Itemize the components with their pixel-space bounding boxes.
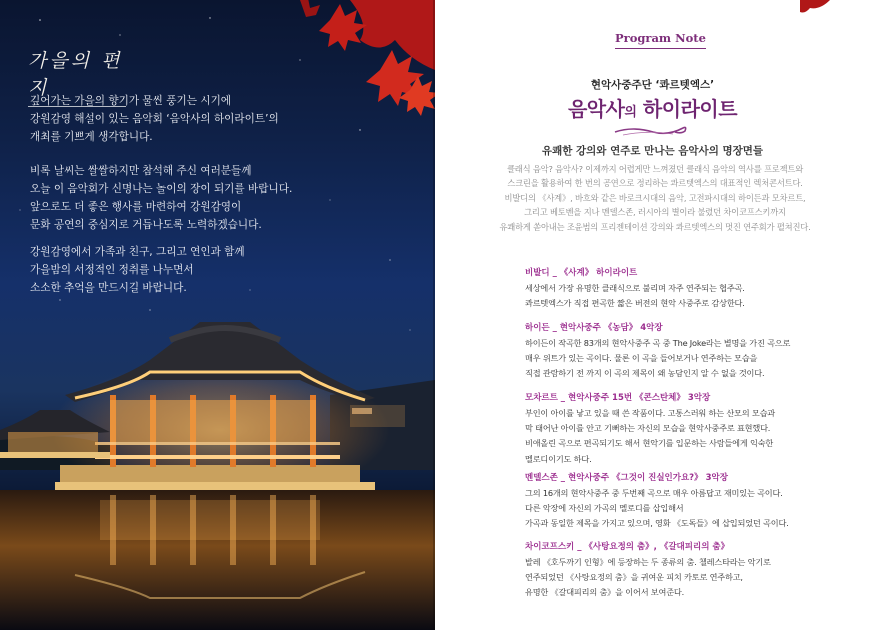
program-piece: [525, 391, 845, 467]
ensemble-name: 현악사중주단 ‘콰르텟엑스’: [590, 79, 715, 91]
letter-title: 가을의 편지: [28, 46, 126, 107]
program-piece: [525, 540, 845, 601]
concert-title: [435, 93, 870, 122]
piece-description: 하이든이 작곡한 83개의 현악사중주 곡 중 The Joke라는 별명을 가진 곡으로 매우 위트가 있는 곡이다. 물론 이 곡을 들어보거나 연주하는 모습을 직접 관람하기 전 까지 이 곡의 제목이 왜 농담인지 알 수 없을 것이다.: [525, 338, 791, 379]
piece-title: 모차르트 _ 현악사중주 15번 《콘스탄체》 3악장: [525, 393, 711, 403]
maple-leaf-icon: [800, 0, 870, 30]
piece-title: 하이든 _ 현악사중주 《농담》 4악장: [525, 323, 663, 333]
piece-description: 발레 《호두까기 인형》에 등장하는 두 종류의 춤. 첼레스타라는 악기로 연주되었던 《사탕요정의 춤》을 귀여운 피치 카토로 연주하고, 유명한 《갈대피리의 춤》을 이어서 보여준다.: [525, 557, 771, 598]
program-note-heading: Program Note: [615, 31, 706, 49]
piece-description: 그의 16개의 현악사중주 중 두번째 곡으로 매우 아름답고 재미있는 곡이다. 다른 악장에 자신의 가곡의 멜로디를 삽입해서 가곡과 동일한 제목을 가지고 있으며, 영화 《도독들》에 삽입되었던 곡이다.: [525, 488, 789, 529]
title-part-2: 하이라이트: [636, 97, 738, 121]
program-piece: [525, 321, 845, 382]
piece-description: 세상에서 가장 유명한 클래식으로 불리며 자주 연주되는 협주곡. 콰르텟엑스가 직접 편곡한 짧은 버전의 현악 사중주로 감상한다.: [525, 283, 745, 309]
program-piece: [525, 471, 845, 532]
program-piece: [525, 266, 845, 311]
letter-paragraph-2: 비록 날씨는 쌀쌀하지만 참석해 주신 여러분들께 오늘 이 음악회가 신명나는 놀이의 장이 되기를 바랍니다. 앞으로도 더 좋은 행사를 마련하여 강원감영이 문화 공연의 중심지로 거듭나도록 노력하겠습니다.: [30, 165, 293, 231]
maple-leaf-icon: [300, 0, 435, 116]
swirl-ornament-icon: [613, 124, 693, 138]
title-part-1: 음악사: [567, 97, 625, 121]
letter-paragraph-3: 강원감영에서 가족과 친구, 그리고 연인과 함께 가을밤의 서정적인 정취를 나누면서 소소한 추억을 만드시길 바랍니다.: [30, 246, 245, 294]
letter-paragraph-1: 깊어가는 가을의 향기가 물씬 풍기는 시기에 강원감영 해설이 있는 음악회 ‘음악사의 하이라이트’의 개최를 기쁘게 생각합니다.: [30, 95, 279, 143]
piece-title: 멘델스존 _ 현악사중주 《그것이 진실인가요?》 3악장: [525, 473, 728, 483]
concert-intro: 클래식 음악? 음악사? 이제까지 어렵게만 느껴졌던 클래식 음악의 역사를 프로젝트와 스크린을 활용하여 한 번의 공연으로 정리하는 콰르텟엑스의 대표적인 렉처콘서트다. 비발디의 《사계》, 바흐와 같은 바로크시대의 음악, 고전파시대의 하이든과 모차르트, 그리고 베토벤을 지나 멘델스존, 러시아의 별이라 불렸던 차이코프스키까지 유쾌하게 쏟아내는 조윤범의 프리젠테이션 강의와 콰르텟엑스의 멋진 연주회가 펼쳐진다.: [499, 164, 811, 232]
concert-subtitle: 유쾌한 강의와 연주로 만나는 음악사의 명장면들: [541, 145, 764, 157]
piece-title: 비발디 _ 《사계》 하이라이트: [525, 268, 638, 278]
program-note-page: [435, 0, 870, 630]
title-particle: 의: [624, 105, 637, 120]
piece-title: 차이코프스키 _ 《사탕요정의 춤》, 《갈대피리의 춤》: [525, 542, 730, 552]
piece-description: 부인이 아이를 낳고 있을 때 쓴 작품이다. 고통스러워 하는 산모의 모습과 막 태어난 아이를 안고 기뻐하는 자신의 모습을 현악사중주로 표현했다. 비애올린 곡으로 편곡되기도 해서 현악기를 입문하는 사람들에게 익숙한 멜로디이기도 하다.: [525, 408, 775, 464]
